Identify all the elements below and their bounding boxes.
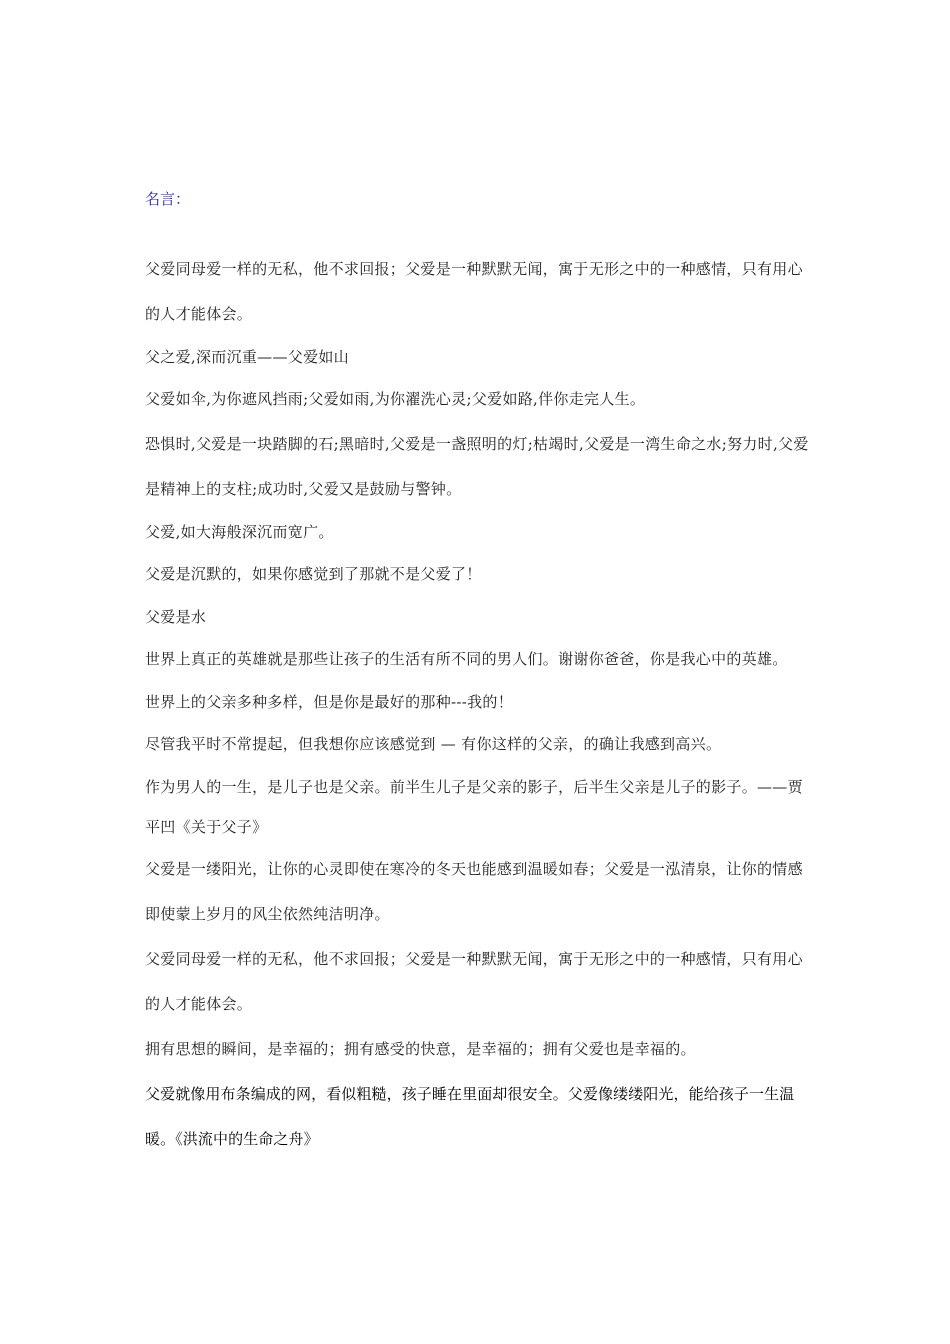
section-heading: 名言： — [145, 190, 191, 208]
quote-paragraph-4: 恐惧时,父爱是一块踏脚的石;黑暗时,父爱是一盏照明的灯;枯竭时,父爱是一湾生命之水;努力时,父爱是精神上的支柱;成功时,父爱又是鼓励与警钟。 — [145, 435, 809, 498]
quote-paragraph-3: 父爱如伞,为你遮风挡雨;父爱如雨,为你濯洗心灵;父爱如路,伴你走完人生。 — [145, 390, 646, 408]
quotes-body — [145, 247, 811, 1162]
quote-paragraph-8: 世界上真正的英雄就是那些让孩子的生活有所不同的男人们。谢谢你爸爸，你是我心中的英雄。 — [145, 650, 788, 668]
quote-paragraph-9: 世界上的父亲多种多样，但是你是最好的那种---我的！ — [145, 693, 514, 711]
quote-paragraph-12: 父爱是一缕阳光，让你的心灵即使在寒冷的冬天也能感到温暖如春；父爱是一泓清泉，让你的情感即使蒙上岁月的风尘依然纯洁明净。 — [145, 860, 803, 923]
quote-paragraph-6: 父爱是沉默的，如果你感觉到了那就不是父爱了！ — [145, 565, 482, 583]
quote-paragraph-13: 父爱同母爱一样的无私，他不求回报；父爱是一种默默无闻，寓于无形之中的一种感情，只有用心的人才能体会。 — [145, 950, 803, 1013]
quote-paragraph-11: 作为男人的一生，是儿子也是父亲。前半生儿子是父亲的影子，后半生父亲是儿子的影子。——贾平凹《关于父子》 — [145, 778, 803, 836]
quote-paragraph-1: 父爱同母爱一样的无私，他不求回报；父爱是一种默默无闻，寓于无形之中的一种感情，只有用心的人才能体会。 — [145, 260, 803, 323]
quote-paragraph-7: 父爱是水 — [145, 608, 207, 626]
quote-paragraph-15: 父爱就像用布条编成的网，看似粗糙，孩子睡在里面却很安全。父爱像缕缕阳光，能给孩子一生温暖。《洪流中的生命之舟》 — [145, 1085, 795, 1148]
quote-paragraph-14: 拥有思想的瞬间，是幸福的；拥有感受的快意，是幸福的；拥有父爱也是幸福的。 — [145, 1040, 696, 1058]
quote-paragraph-5: 父爱,如大海般深沉而宽广。 — [145, 523, 334, 541]
quote-paragraph-10: 尽管我平时不常提起，但我想你应该感觉到 — 有你这样的父亲，的确让我感到高兴。 — [145, 735, 722, 753]
quote-paragraph-2: 父之爱,深而沉重——父爱如山 — [145, 348, 349, 366]
